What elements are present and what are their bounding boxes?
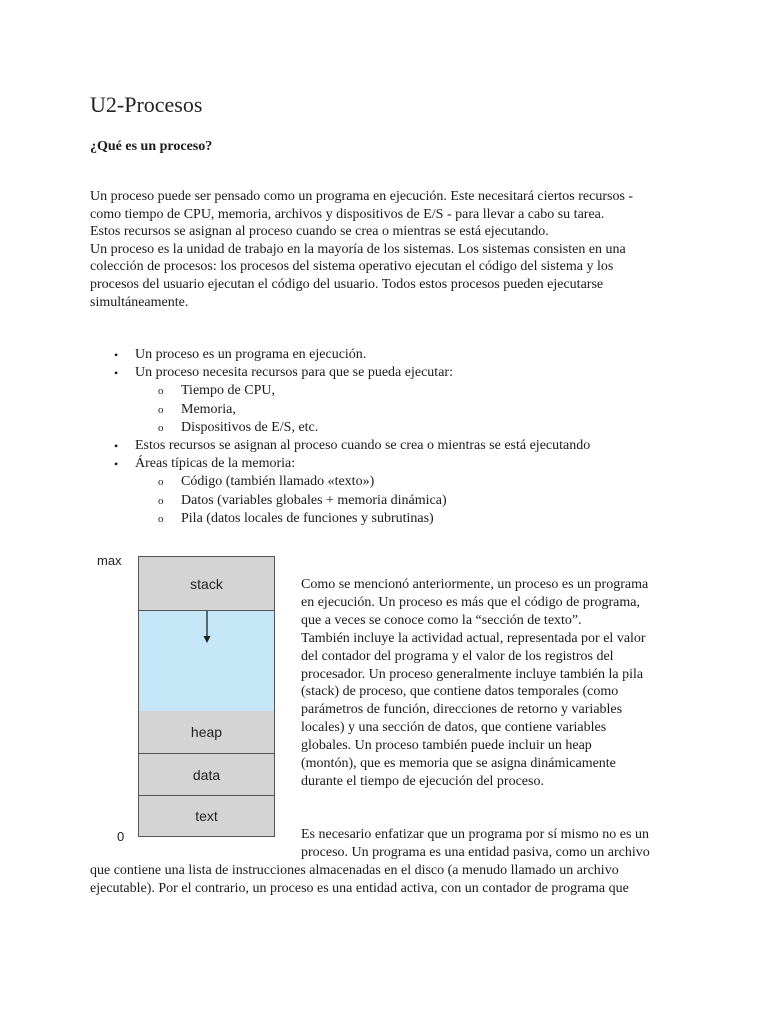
sub-marker: o bbox=[158, 385, 164, 398]
closing-line: ejecutable). Por el contrario, un proceso es una entidad activa, con un contador de programa que bbox=[90, 880, 629, 896]
closing-paragraph-continued bbox=[90, 862, 690, 898]
sub-list-item bbox=[90, 419, 690, 437]
para2-line: procesos del usuario ejecutan el código del usuario. Todos estos procesos pueden ejecutarse bbox=[90, 276, 604, 292]
list-item-text: Un proceso necesita recursos para que se pueda ejecutar: bbox=[135, 365, 453, 381]
sub-list-item bbox=[90, 510, 690, 528]
sub-list-item bbox=[90, 473, 690, 491]
list-item-text: Un proceso es un programa en ejecución. bbox=[135, 347, 367, 362]
side-line: procesador. Un proceso generalmente incluye también la pila bbox=[301, 666, 644, 682]
list-item bbox=[90, 455, 690, 473]
list-item bbox=[90, 437, 690, 455]
list-item bbox=[90, 364, 690, 382]
heap-label: heap bbox=[190, 724, 223, 740]
intro-line: Un proceso puede ser pensado como un programa en ejecución. Este necesitará ciertos recursos - bbox=[90, 189, 634, 204]
bullet-marker: • bbox=[114, 366, 119, 381]
sub-list-item bbox=[90, 401, 690, 419]
stack-segment bbox=[139, 557, 274, 611]
bullet-marker: • bbox=[114, 439, 119, 454]
data-label: data bbox=[192, 766, 221, 783]
sub-marker: o bbox=[158, 403, 164, 416]
intro-line: como tiempo de CPU, memoria, archivos y dispositivos de E/S - para llevar a cabo su tarea. bbox=[90, 206, 605, 222]
sub-marker: o bbox=[158, 476, 164, 489]
side-line: del contador del programa y el valor de los registros del bbox=[301, 648, 614, 664]
list-item bbox=[90, 346, 690, 364]
sub-list-item-text: Pila (datos locales de funciones y subrutinas) bbox=[181, 510, 434, 526]
sub-list-item bbox=[90, 492, 690, 510]
side-line: en ejecución. Un proceso es más que el código de programa, bbox=[301, 594, 640, 610]
sub-list-item-text: Código (también llamado «texto») bbox=[181, 474, 375, 490]
side-line: que a veces se conoce como la “sección de texto”. bbox=[301, 612, 582, 628]
intro-line: Estos recursos se asignan al proceso cuando se crea o mientras se está ejecutando. bbox=[90, 224, 549, 240]
side-line: locales) y una sección de datos, que contiene variables bbox=[301, 720, 607, 736]
stack-label: stack bbox=[190, 575, 223, 592]
zero-label: 0 bbox=[117, 829, 125, 844]
sub-list-item-text: Datos (variables globales + memoria dinámica) bbox=[181, 492, 447, 508]
sub-marker: o bbox=[158, 421, 164, 434]
heap-segment bbox=[139, 711, 274, 754]
para2-line: colección de procesos: los procesos del sistema operativo ejecutan el código del sistema y los bbox=[90, 259, 614, 275]
diagram-side-paragraph bbox=[301, 576, 686, 791]
page-title: U2-Procesos bbox=[90, 92, 203, 117]
sub-list-item-text: Tiempo de CPU, bbox=[181, 383, 276, 399]
side-line: (montón), que es memoria que se asigna dinámicamente bbox=[301, 756, 616, 772]
sub-list-item-text: Memoria, bbox=[181, 401, 236, 417]
closing-paragraph-start bbox=[301, 826, 686, 862]
sub-list-item bbox=[90, 382, 690, 400]
closing-line: Es necesario enfatizar que un programa por sí mismo no es un bbox=[301, 827, 649, 842]
side-line: También incluye la actividad actual, representada por el valor bbox=[301, 630, 646, 646]
max-label: max bbox=[97, 553, 122, 568]
closing-line: proceso. Un programa es una entidad pasiva, como un archivo bbox=[301, 844, 650, 860]
para2-line: Un proceso es la unidad de trabajo en la mayoría de los sistemas. Los sistemas consisten en una bbox=[90, 241, 626, 257]
intro-paragraph bbox=[90, 188, 690, 311]
sub-marker: o bbox=[158, 512, 164, 525]
text-segment bbox=[139, 796, 274, 836]
bullet-marker: • bbox=[114, 457, 119, 472]
memory-diagram bbox=[138, 556, 275, 837]
side-line: (stack) de proceso, que contiene datos temporales (como bbox=[301, 684, 619, 700]
bullet-marker: • bbox=[114, 348, 119, 362]
side-line: durante el tiempo de ejecución del proceso. bbox=[301, 773, 544, 789]
side-line: Como se mencionó anteriormente, un proceso es un programa bbox=[301, 577, 649, 592]
sub-list-item-text: Dispositivos de E/S, etc. bbox=[181, 419, 319, 435]
sub-marker: o bbox=[158, 494, 164, 507]
closing-line: que contiene una lista de instrucciones almacenadas en el disco (a menudo llamado un archivo bbox=[90, 863, 619, 878]
data-segment bbox=[139, 754, 274, 796]
section-heading: ¿Qué es un proceso? bbox=[90, 139, 213, 154]
text-label: text bbox=[195, 808, 218, 824]
list-item-text: Estos recursos se asignan al proceso cuando se crea o mientras se está ejecutando bbox=[135, 438, 591, 454]
para2-line: simultáneamente. bbox=[90, 294, 189, 310]
bullet-list bbox=[90, 346, 690, 528]
side-line: globales. Un proceso también puede incluir un heap bbox=[301, 738, 592, 754]
list-item-text: Áreas típicas de la memoria: bbox=[135, 456, 296, 472]
side-line: parámetros de función, direcciones de retorno y variables bbox=[301, 702, 623, 718]
